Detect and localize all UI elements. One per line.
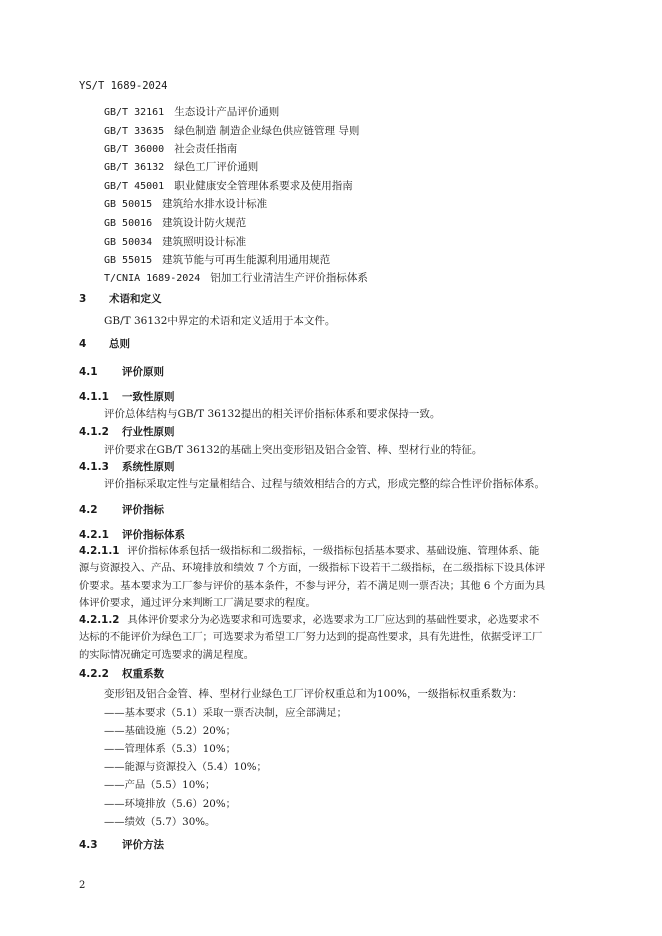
weight-item: ——管理体系（5.3）10%； [104, 743, 236, 755]
reference-item: T/CNIA 1689-2024 铝加工行业清洁生产评价指标体系 [104, 272, 368, 284]
section-heading-4-2-2: 4.2.2 权重系数 [79, 668, 164, 680]
section-heading-4-1-2: 4.1.2 行业性原则 [79, 426, 175, 438]
section-heading-4: 4 总则 [79, 338, 130, 350]
reference-item: GB/T 32161 生态设计产品评价通则 [104, 106, 280, 118]
section-3-text: GB/T 36132中界定的术语和定义适用于本文件。 [104, 315, 336, 327]
weights-intro: 变形铝及铝合金管、棒、型材行业绿色工厂评价权重总和为100%，一级指标权重系数为： [104, 688, 523, 700]
reference-item: GB 50015 建筑给水排水设计标准 [104, 198, 268, 210]
page-number: 2 [79, 880, 86, 891]
weight-item: ——环境排放（5.6）20%； [104, 798, 236, 810]
section-heading-4-2-1: 4.2.1 评价指标体系 [79, 529, 185, 541]
paragraph-4-2-1-1: 4.2.1.1 评价指标体系包括一级指标和二级指标，一级指标包括基本要求、基础设施、管理体系、能 源与资源投入、产品、环境排放和绩效 7 个方面，一级指标下设若干二级指标，在二级指标下设具体评 价要求。基本要求为工厂参与评价的基本条件，不参与评分，若不满足则一票否决；其他 6 个方面为具 体评价要求，通过评分来判断工厂满足要求的程度。 [79, 545, 546, 609]
weight-item: ——产品（5.5）10%； [104, 779, 216, 791]
section-4-1-3-text: 评价指标采取定性与定量相结合、过程与绩效相结合的方式，形成完整的综合性评价指标体系。 [104, 478, 545, 490]
section-heading-4-1-3: 4.1.3 系统性原则 [79, 461, 175, 473]
reference-item: GB 50034 建筑照明设计标准 [104, 236, 247, 248]
section-heading-3: 3 术语和定义 [79, 293, 162, 305]
section-heading-4-1-1: 4.1.1 一致性原则 [79, 391, 175, 403]
section-heading-4-2: 4.2 评价指标 [79, 504, 164, 516]
weight-item: ——基本要求（5.1）采取一票否决制，应全部满足； [104, 707, 347, 719]
section-heading-4-3: 4.3 评价方法 [79, 839, 164, 851]
weight-item: ——能源与资源投入（5.4）10%； [104, 761, 267, 773]
paragraph-4-2-1-2: 4.2.1.2 具体评价要求分为必选要求和可选要求，必选要求为工厂应达到的基础性要求，必选要求不 达标的不能评价为绿色工厂；可选要求为希望工厂努力达到的提高性要求，具有先进性，依据受评工厂 的实际情况确定可选要求的满足程度。 [79, 614, 543, 661]
document-header: YS/T 1689-2024 [79, 80, 168, 92]
reference-item: GB 50016 建筑设计防火规范 [104, 217, 247, 229]
reference-item: GB 55015 建筑节能与可再生能源利用通用规范 [104, 254, 331, 266]
section-4-1-1-text: 评价总体结构与GB/T 36132提出的相关评价指标体系和要求保持一致。 [104, 408, 441, 420]
section-4-1-2-text: 评价要求在GB/T 36132的基础上突出变形铝及铝合金管、棒、型材行业的特征。 [104, 444, 483, 456]
reference-item: GB/T 33635 绿色制造 制造企业绿色供应链管理 导则 [104, 125, 360, 137]
reference-item: GB/T 45001 职业健康安全管理体系要求及使用指南 [104, 180, 353, 192]
reference-item: GB/T 36000 社会责任指南 [104, 143, 238, 155]
weight-item: ——绩效（5.7）30%。 [104, 816, 216, 828]
weight-item: ——基础设施（5.2）20%； [104, 725, 236, 737]
section-heading-4-1: 4.1 评价原则 [79, 366, 164, 378]
reference-item: GB/T 36132 绿色工厂评价通则 [104, 161, 259, 173]
